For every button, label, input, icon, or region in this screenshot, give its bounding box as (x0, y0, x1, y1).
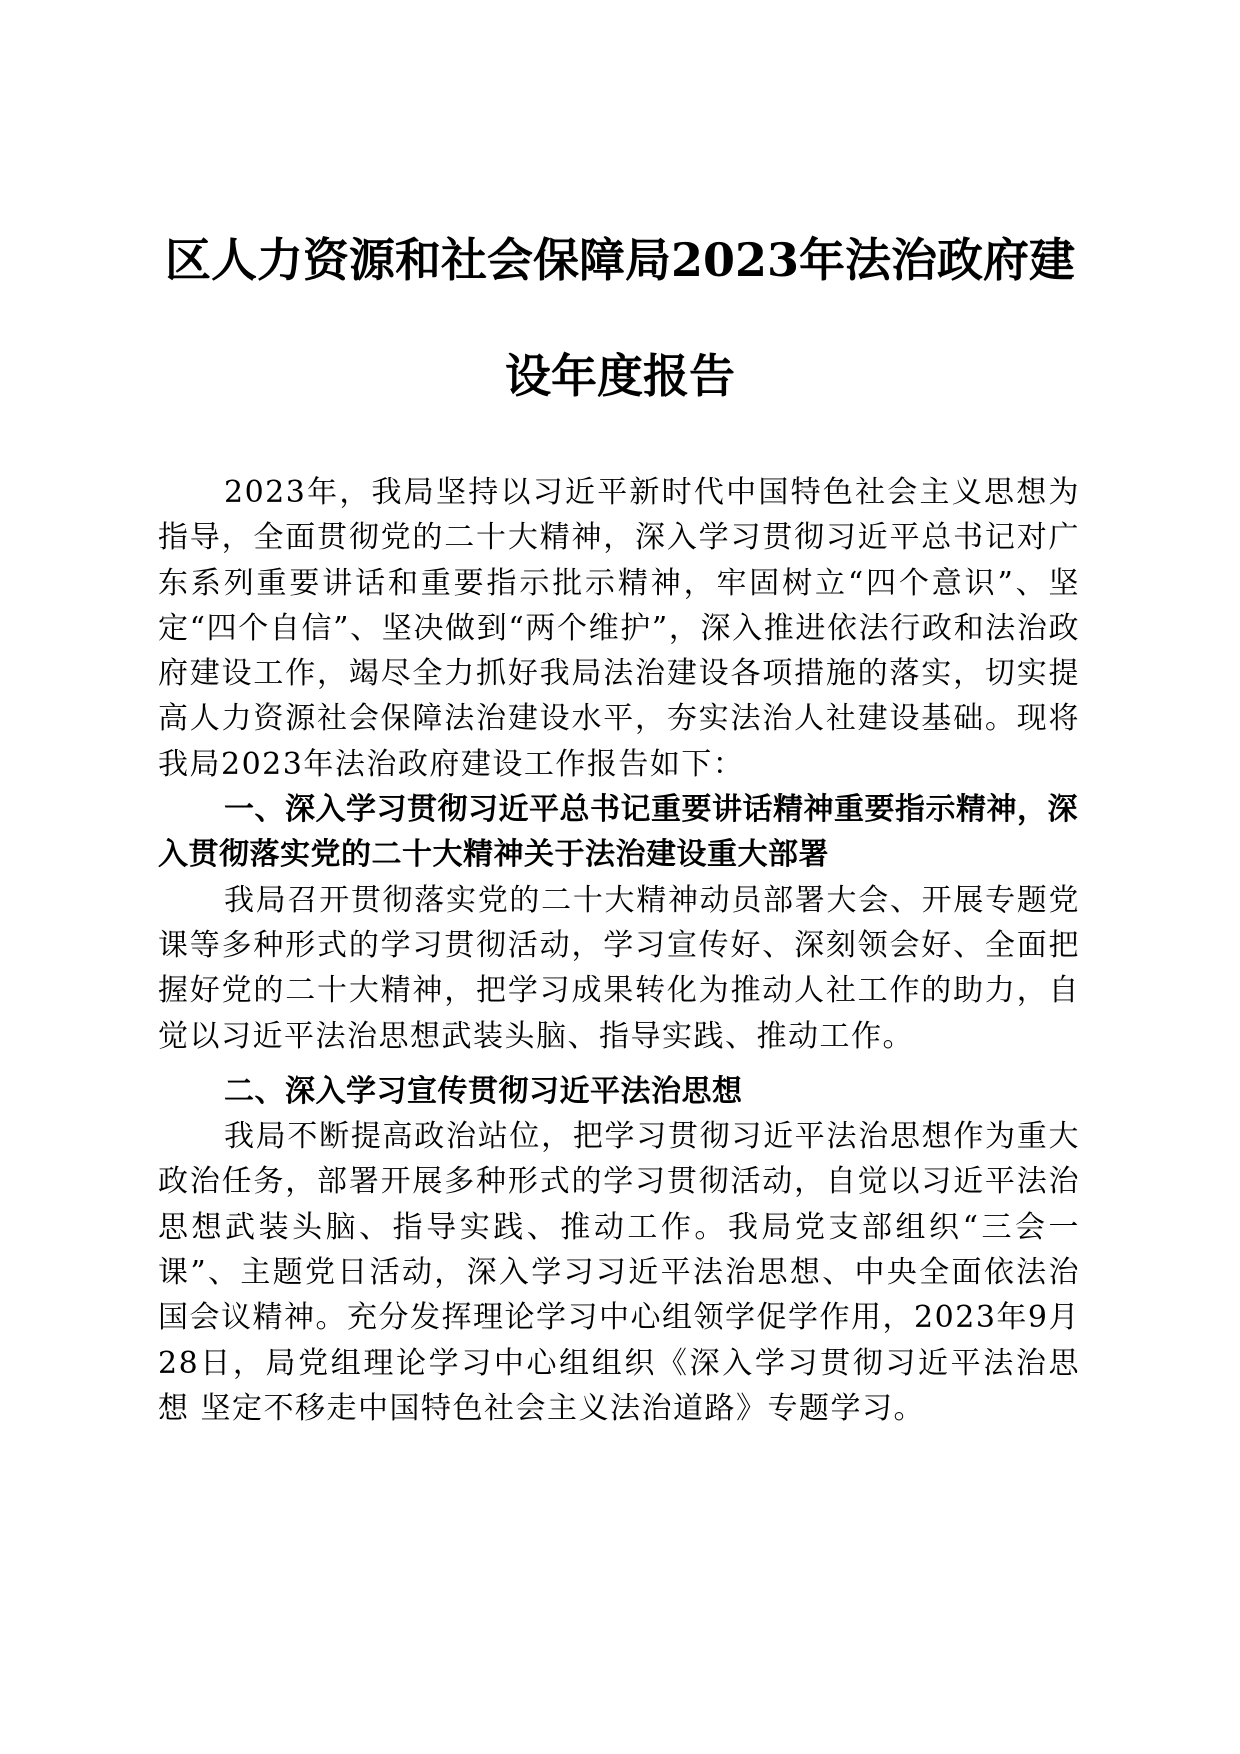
section-body-1: 我局召开贯彻落实党的二十大精神动员部署大会、开展专题党课等多种形式的学习贯彻活动，学习宣传好、深刻领会好、全面把握好党的二十大精神，把学习成果转化为推动人社工作的助力，自觉以习近平法治思想武装头脑、指导实践、推动工作。 (158, 882, 1080, 1054)
document-title-line-2: 设年度报告 (505, 349, 735, 403)
intro-paragraph: 2023年，我局坚持以习近平新时代中国特色社会主义思想为指导，全面贯彻党的二十大精神，深入学习贯彻习近平总书记对广东系列重要讲话和重要指示批示精神，牢固树立“四个意识”、坚定“四个自信”、坚决做到“两个维护”，深入推进依法行政和法治政府建设工作，竭尽全力抓好我局法治建设各项措施的落实，切实提高人力资源社会保障法治建设水平，夯实法治人社建设基础。现将我局2023年法治政府建设工作报告如下： (158, 475, 1080, 782)
section-heading-1: 一、深入学习贯彻习近平总书记重要讲话精神重要指示精神，深入贯彻落实党的二十大精神关于法治建设重大部署 (158, 792, 1078, 873)
section-heading-2: 二、深入学习宣传贯彻习近平法治思想 (224, 1073, 743, 1109)
section-spacer (158, 1059, 1080, 1069)
document-title-line-1: 区人力资源和社会保障局2023年法治政府建 (164, 233, 1076, 287)
section-body-2: 我局不断提高政治站位，把学习贯彻习近平法治思想作为重大政治任务，部署开展多种形式的学习贯彻活动，自觉以习近平法治思想武装头脑、指导实践、推动工作。我局党支部组织“三会一课”、主题党日活动，深入学习习近平法治思想、中央全面依法治国会议精神。充分发挥理论学习中心组领学促学作用，2023年9月28日，局党组理论学习中心组组织《深入学习贯彻习近平法治思想 坚定不移走中国特色社会主义法治道路》专题学习。 (158, 1119, 1080, 1426)
document-body (158, 470, 1080, 1431)
